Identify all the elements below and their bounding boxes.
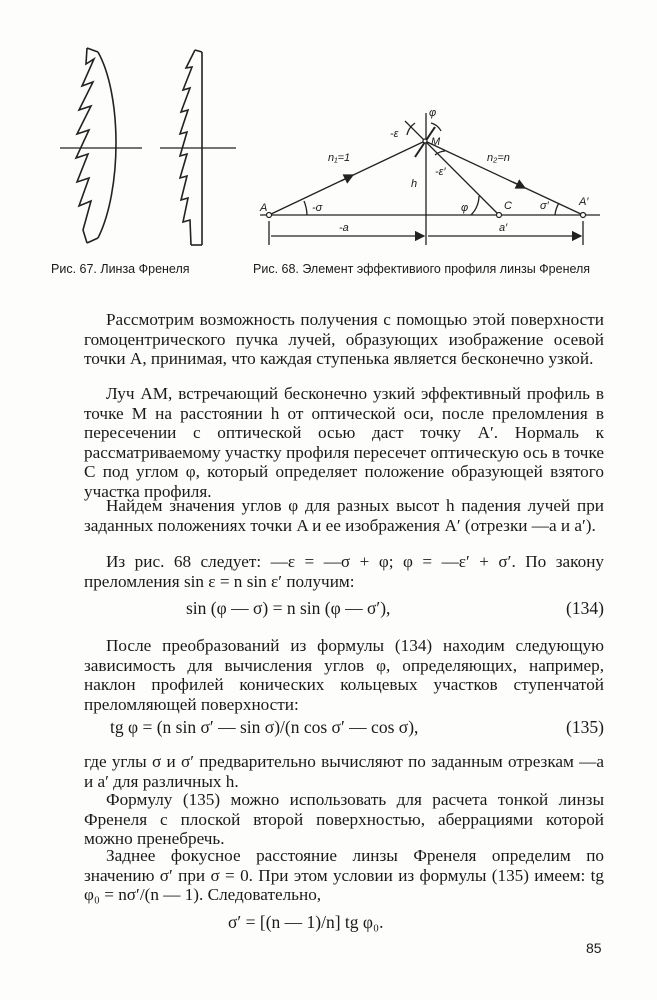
paragraph-5: После преобразований из формулы (134) находим следующую зависимость для вычисления углов φ, определяющих, например, наклон профилей конических кольцевых участков ступенчатой преломляющей поверхности: [84,636,604,714]
paragraph-4: Из рис. 68 следует: —ε = —σ + φ; φ = —ε′ + σ′. По закону преломления sin ε = n sin ε′ получим: [84,552,604,591]
paragraph-6: где углы σ и σ′ предварительно вычисляют по заданным отрезкам —a и a′ для различных h. [84,752,604,791]
formula-134: sin (φ — σ) = n sin (φ — σ′), [186,598,391,618]
point-m [423,139,427,143]
formula-136: σ′ = [(n — 1)/n] tg φ₀. [228,912,384,932]
label-n1: n₁=1 [328,152,351,164]
normal-line [405,121,499,215]
point-c [497,213,502,218]
paragraph-3: Найдем значения углов φ для разных высот h падения лучей при заданных положениях точки A и ее изображения A′ (отрезки —a и a′). [84,496,604,535]
label-sigma-prime: σ′ [540,200,549,212]
label-a-prime: A′ [579,196,589,208]
label-minus-a: -a [339,222,349,234]
fresnel-lens-stepped-surface [76,48,94,243]
label-h: h [411,178,418,190]
label-m: M [431,136,441,148]
paragraph-1: Рассмотрим возможность получения с помощью этой поверхности гомоцентрического пучка лучей, образующих изображение осевой точки A, принимая, что каждая ступенька является бесконечно узкой. [84,310,604,368]
paragraph-2: Луч AM, встречающий бесконечно узкий эффективный профиль в точке M на расстоянии h от оптической оси, после преломления в пересечении с оптической осью даст точку A′. Нормаль к рассматриваемому участку профиля пересечет оптическую ось в точке C под углом φ, который определяет положение образующей взятого участка профиля. [84,384,604,501]
page-number: 85 [586,940,602,956]
label-minus-sigma: -σ [312,202,323,214]
label-minus-eps: -ε [390,128,399,140]
equation-number-134: (134) [566,598,604,618]
equation-number-135: (135) [566,717,604,737]
point-a-prime [581,213,586,218]
fig68-caption: Рис. 68. Элемент эффективиого профиля линзы Френеля [253,262,591,276]
label-n2: n₂=n [487,152,510,164]
label-phi-c: φ [461,202,469,214]
label-phi-top: φ [429,107,437,119]
label-minus-eps-prime: -ε′ [435,166,446,178]
paragraph-7: Формулу (135) можно использовать для расчета тонкой линзы Френеля с плоской второй поверхностью, аберрациями которой можно пренебречь. [84,790,604,848]
fig67-caption: Рис. 67. Линза Френеля [51,262,190,276]
label-a-prime-dim: a′ [499,222,508,234]
paragraph-8: Заднее фокусное расстояние линзы Френеля определим по значению σ′ при σ = 0. При этом условии из формулы (135) имеем: tg φ₀ = nσ′/(n — 1). Следовательно, [84,846,604,904]
label-a: A [260,202,268,214]
fig67-fresnel-lens [40,40,240,255]
fresnel-lens-outer-surface [98,52,116,238]
formula-135: tg φ = (n sin σ′ — sin σ)/(n cos σ′ — cos σ), [110,717,419,737]
label-c: C [504,200,512,212]
fig68-profile-diagram [255,105,615,255]
